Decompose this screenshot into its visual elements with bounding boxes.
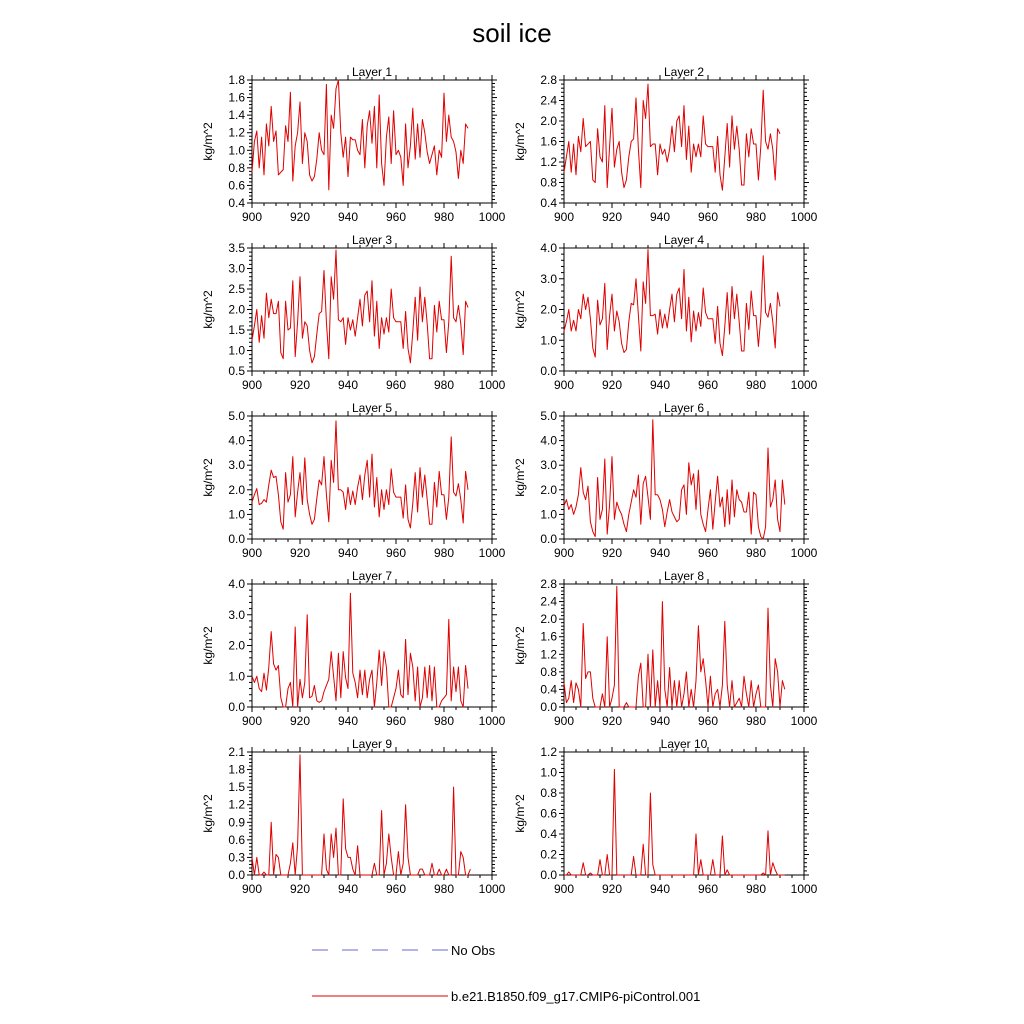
legend bbox=[312, 943, 700, 1004]
panel-3-ytick-label: 2.5 bbox=[228, 282, 245, 296]
panel-10-xtick-label: 1000 bbox=[790, 882, 818, 896]
panel-7-title: Layer 7 bbox=[351, 569, 393, 583]
panel-4-xtick-label: 920 bbox=[601, 378, 623, 392]
panel-4-ytick-label: 1.0 bbox=[540, 333, 557, 348]
panel-1-ytick-label: 0.4 bbox=[228, 196, 245, 210]
panel-10-xtick-label: 980 bbox=[745, 882, 767, 896]
panel-3-xtick-label: 1000 bbox=[478, 378, 506, 392]
panel-9-title: Layer 9 bbox=[351, 737, 393, 751]
panel-1-xtick-label: 920 bbox=[289, 210, 311, 224]
panel-1-title: Layer 1 bbox=[351, 65, 393, 79]
panel-5-ytick-label: 0.0 bbox=[228, 532, 245, 546]
panel-4-series-line bbox=[564, 250, 780, 358]
panel-7-xtick-label: 960 bbox=[385, 714, 407, 728]
panel-6-ytick-label: 2.0 bbox=[540, 482, 557, 497]
panel-1-ytick-label: 0.6 bbox=[228, 178, 245, 193]
panel-8-ytick-label: 2.8 bbox=[540, 577, 557, 591]
panel-9-ytick-label: 0.9 bbox=[228, 815, 245, 830]
panel-5-ytick-label: 1.0 bbox=[228, 507, 245, 522]
panel-4-title: Layer 4 bbox=[663, 233, 705, 247]
panel-6-xtick-label: 920 bbox=[601, 546, 623, 560]
panel-7-xtick-label: 940 bbox=[337, 714, 359, 728]
panel-10-series-line bbox=[564, 769, 785, 875]
panel-9-ytick-label: 2.1 bbox=[228, 745, 245, 759]
panel-4-ylabel: kg/m^2 bbox=[513, 290, 527, 329]
panel-8-frame bbox=[564, 584, 804, 707]
panel-2-series-line bbox=[564, 84, 780, 190]
panel-5-xtick-label: 940 bbox=[337, 546, 359, 560]
panel-10-ytick-label: 0.6 bbox=[540, 806, 557, 821]
panel-2-xtick-label: 1000 bbox=[790, 210, 818, 224]
panel-2-ylabel: kg/m^2 bbox=[513, 122, 527, 161]
panel-8 bbox=[513, 569, 818, 728]
panel-7-ytick-label: 0.0 bbox=[228, 700, 245, 714]
panel-9-ytick-label: 1.2 bbox=[228, 797, 245, 812]
panel-1-xtick-label: 1000 bbox=[478, 210, 506, 224]
panel-3-ytick-label: 1.5 bbox=[228, 323, 245, 337]
panel-10-ytick-label: 0.8 bbox=[540, 786, 557, 800]
panel-4-ytick-label: 2.0 bbox=[540, 302, 557, 317]
panel-2-ytick-label: 2.8 bbox=[540, 73, 557, 87]
panel-5-frame bbox=[252, 416, 492, 539]
panel-4-xtick-label: 940 bbox=[649, 378, 671, 392]
panel-9-frame bbox=[252, 752, 492, 875]
panel-3-xtick-label: 920 bbox=[289, 378, 311, 392]
panel-5-ytick-label: 3.0 bbox=[228, 458, 245, 473]
panel-2-ytick-label: 1.2 bbox=[540, 155, 557, 169]
panel-6-ytick-label: 1.0 bbox=[540, 507, 557, 522]
panel-6-ytick-label: 3.0 bbox=[540, 458, 557, 473]
panel-6-xtick-label: 1000 bbox=[790, 546, 818, 560]
panel-8-ytick-label: 2.4 bbox=[540, 594, 557, 609]
panel-7-series-line bbox=[252, 593, 468, 707]
figure-title: soil ice bbox=[472, 18, 552, 48]
panel-1-ylabel: kg/m^2 bbox=[201, 122, 215, 161]
panel-1-xtick-label: 960 bbox=[385, 210, 407, 224]
panel-3-ytick-label: 3.5 bbox=[228, 241, 245, 255]
panel-9 bbox=[201, 737, 506, 896]
panel-10-title: Layer 10 bbox=[660, 737, 708, 751]
panel-10-ytick-label: 0.4 bbox=[540, 827, 557, 841]
panel-7-xtick-label: 1000 bbox=[478, 714, 506, 728]
panel-1-series-line bbox=[252, 80, 468, 190]
panel-7-ytick-label: 1.0 bbox=[228, 669, 245, 684]
panel-3-ytick-label: 3.0 bbox=[228, 261, 245, 276]
panel-3-title: Layer 3 bbox=[351, 233, 393, 247]
panel-3-xtick-label: 900 bbox=[241, 378, 263, 392]
panel-1 bbox=[201, 65, 506, 224]
panel-5-xtick-label: 920 bbox=[289, 546, 311, 560]
panel-3-frame bbox=[252, 248, 492, 371]
panel-6-xtick-label: 960 bbox=[697, 546, 719, 560]
panel-2-xtick-label: 940 bbox=[649, 210, 671, 224]
panel-9-xtick-label: 940 bbox=[337, 882, 359, 896]
panel-2-frame bbox=[564, 80, 804, 203]
panel-3-ytick-label: 1.0 bbox=[228, 343, 245, 358]
panel-4-frame bbox=[564, 248, 804, 371]
panel-6-frame bbox=[564, 416, 804, 539]
panel-4-xtick-label: 960 bbox=[697, 378, 719, 392]
panel-10-ytick-label: 0.0 bbox=[540, 868, 557, 882]
panel-9-xtick-label: 920 bbox=[289, 882, 311, 896]
panel-9-xtick-label: 900 bbox=[241, 882, 263, 896]
panel-2-ytick-label: 0.4 bbox=[540, 196, 557, 210]
panel-10-xtick-label: 940 bbox=[649, 882, 671, 896]
panel-10-ytick-label: 1.0 bbox=[540, 765, 557, 780]
panel-6-xtick-label: 940 bbox=[649, 546, 671, 560]
legend-obs-label: No Obs bbox=[451, 943, 496, 958]
panel-7-ytick-label: 3.0 bbox=[228, 607, 245, 622]
panel-7-xtick-label: 920 bbox=[289, 714, 311, 728]
panel-9-xtick-label: 1000 bbox=[478, 882, 506, 896]
panel-7 bbox=[201, 569, 506, 728]
panel-9-xtick-label: 960 bbox=[385, 882, 407, 896]
panel-6-ytick-label: 4.0 bbox=[540, 433, 557, 448]
panel-10-xtick-label: 960 bbox=[697, 882, 719, 896]
panel-4-ytick-label: 4.0 bbox=[540, 241, 557, 255]
panel-2-xtick-label: 980 bbox=[745, 210, 767, 224]
panel-4-ytick-label: 3.0 bbox=[540, 271, 557, 286]
panel-8-xtick-label: 900 bbox=[553, 714, 575, 728]
panel-9-ylabel: kg/m^2 bbox=[201, 794, 215, 833]
panel-5-title: Layer 5 bbox=[351, 401, 393, 415]
panel-1-ytick-label: 0.8 bbox=[228, 160, 245, 175]
panel-6-series-line bbox=[564, 420, 785, 539]
panel-2-ytick-label: 1.6 bbox=[540, 134, 557, 149]
panel-9-xtick-label: 980 bbox=[433, 882, 455, 896]
panel-2-ytick-label: 0.8 bbox=[540, 175, 557, 190]
panel-2-xtick-label: 920 bbox=[601, 210, 623, 224]
panel-4 bbox=[513, 233, 818, 392]
panel-5-xtick-label: 980 bbox=[433, 546, 455, 560]
panel-8-xtick-label: 980 bbox=[745, 714, 767, 728]
panel-7-ytick-label: 4.0 bbox=[228, 577, 245, 591]
panel-1-ytick-label: 1.0 bbox=[228, 143, 245, 158]
panel-7-ytick-label: 2.0 bbox=[228, 638, 245, 653]
panel-8-ytick-label: 1.2 bbox=[540, 647, 557, 662]
panel-5-ylabel: kg/m^2 bbox=[201, 458, 215, 497]
panel-10-ytick-label: 1.2 bbox=[540, 745, 557, 759]
panel-6-xtick-label: 980 bbox=[745, 546, 767, 560]
panel-9-ytick-label: 0.6 bbox=[228, 832, 245, 847]
panel-10-ylabel: kg/m^2 bbox=[513, 794, 527, 833]
panel-8-xtick-label: 940 bbox=[649, 714, 671, 728]
panel-7-ylabel: kg/m^2 bbox=[201, 626, 215, 665]
panel-4-ytick-label: 0.0 bbox=[540, 364, 557, 378]
panel-10-ytick-label: 0.2 bbox=[540, 847, 557, 862]
panel-5-ytick-label: 5.0 bbox=[228, 409, 245, 423]
panel-9-ytick-label: 0.3 bbox=[228, 850, 245, 865]
panel-3-ytick-label: 0.5 bbox=[228, 364, 245, 378]
panel-8-ylabel: kg/m^2 bbox=[513, 626, 527, 665]
legend-model-label: b.e21.B1850.f09_g17.CMIP6-piControl.001 bbox=[451, 989, 701, 1004]
panel-3-xtick-label: 980 bbox=[433, 378, 455, 392]
panel-1-xtick-label: 900 bbox=[241, 210, 263, 224]
panel-5-ytick-label: 4.0 bbox=[228, 433, 245, 448]
panel-1-xtick-label: 940 bbox=[337, 210, 359, 224]
panel-5-series-line bbox=[252, 421, 468, 529]
panel-2-xtick-label: 960 bbox=[697, 210, 719, 224]
panel-1-ytick-label: 1.4 bbox=[228, 108, 245, 123]
panel-10-frame bbox=[564, 752, 804, 875]
panel-6 bbox=[513, 401, 818, 560]
panel-2 bbox=[513, 65, 818, 224]
panel-7-xtick-label: 980 bbox=[433, 714, 455, 728]
panel-3-ytick-label: 2.0 bbox=[228, 302, 245, 317]
panel-9-ytick-label: 0.0 bbox=[228, 868, 245, 882]
panel-4-xtick-label: 980 bbox=[745, 378, 767, 392]
panel-2-ytick-label: 2.4 bbox=[540, 93, 557, 108]
panel-4-xtick-label: 1000 bbox=[790, 378, 818, 392]
panel-1-xtick-label: 980 bbox=[433, 210, 455, 224]
panel-2-xtick-label: 900 bbox=[553, 210, 575, 224]
panel-3-series-line bbox=[252, 250, 468, 363]
panel-5-xtick-label: 1000 bbox=[478, 546, 506, 560]
panel-4-xtick-label: 900 bbox=[553, 378, 575, 392]
panel-10-xtick-label: 920 bbox=[601, 882, 623, 896]
panel-8-title: Layer 8 bbox=[663, 569, 705, 583]
panel-2-ytick-label: 2.0 bbox=[540, 114, 557, 128]
panel-6-ytick-label: 5.0 bbox=[540, 409, 557, 423]
panel-6-title: Layer 6 bbox=[663, 401, 705, 415]
panel-5-ytick-label: 2.0 bbox=[228, 482, 245, 497]
panel-6-ylabel: kg/m^2 bbox=[513, 458, 527, 497]
panel-3-xtick-label: 960 bbox=[385, 378, 407, 392]
panel-3-ylabel: kg/m^2 bbox=[201, 290, 215, 329]
panel-9-ytick-label: 1.8 bbox=[228, 762, 245, 777]
panel-3-xtick-label: 940 bbox=[337, 378, 359, 392]
panel-1-ytick-label: 1.6 bbox=[228, 90, 245, 105]
panel-9-ytick-label: 1.5 bbox=[228, 780, 245, 795]
panel-9-series-line bbox=[252, 755, 470, 875]
panel-1-ytick-label: 1.8 bbox=[228, 73, 245, 87]
panel-8-xtick-label: 960 bbox=[697, 714, 719, 728]
panel-8-ytick-label: 0.8 bbox=[540, 664, 557, 679]
panel-8-xtick-label: 920 bbox=[601, 714, 623, 728]
panel-5-xtick-label: 960 bbox=[385, 546, 407, 560]
panel-6-xtick-label: 900 bbox=[553, 546, 575, 560]
panel-5 bbox=[201, 401, 506, 560]
panel-8-ytick-label: 1.6 bbox=[540, 629, 557, 644]
panel-grid bbox=[201, 65, 818, 896]
panel-8-xtick-label: 1000 bbox=[790, 714, 818, 728]
panel-8-ytick-label: 2.0 bbox=[540, 612, 557, 627]
panel-10 bbox=[513, 737, 818, 896]
panel-7-xtick-label: 900 bbox=[241, 714, 263, 728]
panel-2-title: Layer 2 bbox=[663, 65, 705, 79]
panel-3 bbox=[201, 233, 506, 392]
panel-8-series-line bbox=[564, 586, 785, 707]
panel-10-xtick-label: 900 bbox=[553, 882, 575, 896]
panel-8-ytick-label: 0.4 bbox=[540, 682, 557, 697]
panel-6-ytick-label: 0.0 bbox=[540, 532, 557, 546]
panel-8-ytick-label: 0.0 bbox=[540, 700, 557, 714]
panel-5-xtick-label: 900 bbox=[241, 546, 263, 560]
panel-1-ytick-label: 1.2 bbox=[228, 125, 245, 140]
